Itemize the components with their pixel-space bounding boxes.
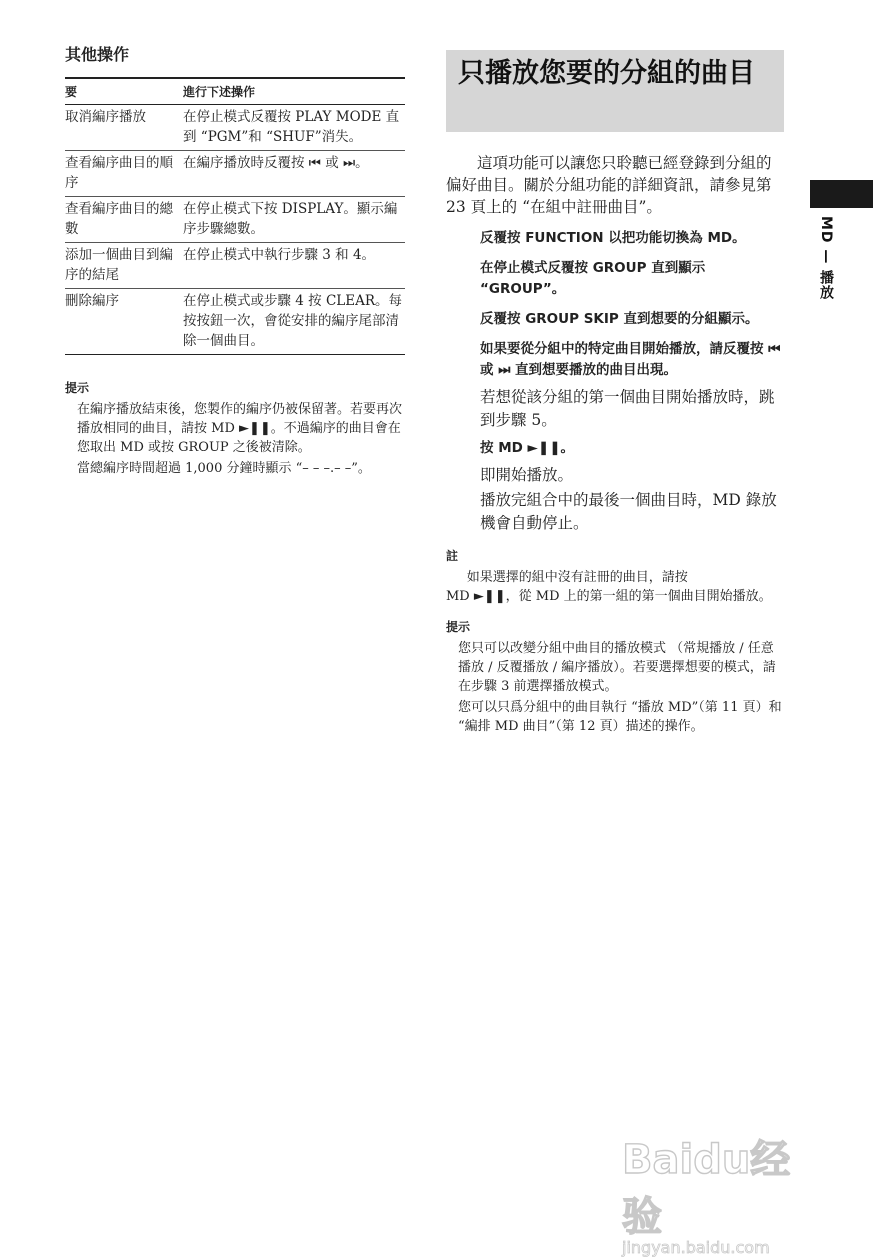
- step-5-detail: 即開始播放。: [480, 466, 574, 484]
- tip-paragraph: 您可以只爲分組中的曲目執行 “播放 MD”（第 11 頁）和 “編排 MD 曲目”（第 12 頁）描述的操作。: [458, 700, 782, 734]
- section-title: 其他操作: [65, 45, 130, 64]
- table-cell: 取消編序播放: [65, 105, 183, 151]
- table-cell: 添加一個曲目到編序的結尾: [65, 243, 183, 289]
- table-cell: 在停止模式下按 DISPLAY。顯示編序步驟總數。: [183, 197, 405, 243]
- table-cell: 在停止模式中執行步驟 3 和 4。: [183, 243, 405, 289]
- table-header-action: 進行下述操作: [183, 78, 405, 105]
- hint-body: [65, 400, 405, 478]
- table-cell: 查看編序曲目的順序: [65, 151, 183, 197]
- operations-table: [65, 77, 405, 355]
- hint-paragraph: 當總編序時間超過 1,000 分鐘時顯示 “– – –.– –”。: [77, 461, 371, 476]
- watermark-logo: Baidu经验: [622, 1137, 791, 1240]
- tip-body: [446, 639, 784, 736]
- table-cell: 在停止模式或步驟 4 按 CLEAR。每按按鈕一次，會從安排的編序尾部清除一個曲目。: [183, 289, 405, 355]
- intro-paragraph: 這項功能可以讓您只聆聽已經登錄到分組的偏好曲目。關於分組功能的詳細資訊，請參見第 23 頁上的 “在組中註冊曲目”。: [446, 154, 772, 216]
- tip-paragraph: 您只可以改變分組中曲目的播放模式 （常規播放 / 任意播放 / 反覆播放 / 編序播放）。若要選擇想要的模式，請在步驟 3 前選擇播放模式。: [458, 641, 776, 694]
- table-cell: 在停止模式反覆按 PLAY MODE 直到 “PGM”和 “SHUF”消失。: [183, 105, 405, 151]
- step-4: 如果要從分組中的特定曲目開始播放，請反覆按 ⏮ 或 ⏭ 直到想要播放的曲目出現。: [480, 341, 781, 378]
- side-tab-marker: [810, 180, 873, 208]
- table-row: [65, 289, 405, 355]
- page-title: 只播放您要的分組的曲目: [458, 58, 755, 89]
- note-title: 註: [446, 549, 459, 563]
- table-cell: 刪除編序: [65, 289, 183, 355]
- watermark: [622, 1128, 822, 1257]
- tip-title: 提示: [446, 620, 471, 634]
- right-column: [446, 50, 784, 738]
- note-line: MD ►❚❚，從 MD 上的第一組的第一個曲目開始播放。: [446, 589, 772, 604]
- step-1: 反覆按 FUNCTION 以把功能切換為 MD。: [480, 230, 746, 246]
- table-header-want: 要: [65, 78, 183, 105]
- left-column: [65, 42, 405, 480]
- step-5: 按 MD ►❚❚。: [480, 440, 575, 456]
- table-cell: 查看編序曲目的總數: [65, 197, 183, 243]
- table-row: [65, 105, 405, 151]
- table-cell: 在編序播放時反覆按 ⏮ 或 ⏭。: [183, 151, 405, 197]
- watermark-url: jingyan.baidu.com: [622, 1238, 770, 1257]
- table-row: [65, 243, 405, 289]
- hint-title: 提示: [65, 381, 90, 395]
- hint-paragraph: 在編序播放結束後，您製作的編序仍被保留著。若要再次播放相同的曲目，請按 MD ►❚❚。不過編序的曲目會在您取出 MD 或按 GROUP 之後被清除。: [77, 402, 403, 455]
- table-row: [65, 197, 405, 243]
- note-line: 如果選擇的組中沒有註冊的曲目，請按: [466, 570, 688, 585]
- step-5-detail: 播放完組合中的最後一個曲目時，MD 錄放機會自動停止。: [480, 491, 777, 532]
- table-row: [65, 151, 405, 197]
- step-4-detail: 若想從該分組的第一個曲目開始播放時，跳到步驟 5。: [480, 388, 775, 429]
- heading-box: [446, 50, 784, 132]
- side-tab-label: MD — 播放: [818, 216, 834, 301]
- step-3: 反覆按 GROUP SKIP 直到想要的分組顯示。: [480, 311, 759, 327]
- step-2: 在停止模式反覆按 GROUP 直到顯示 “GROUP”。: [480, 260, 706, 297]
